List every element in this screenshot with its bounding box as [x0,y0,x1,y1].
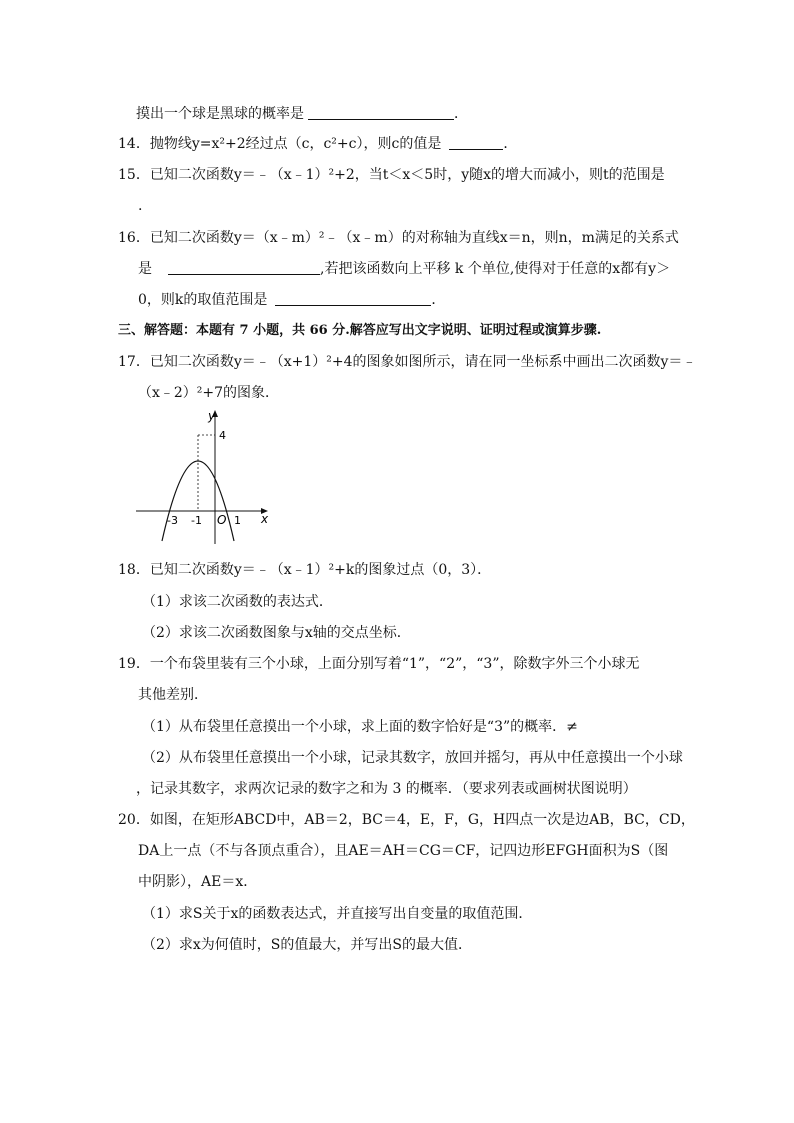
origin-label: O [217,513,227,527]
q20-cont1: DA上一点（不与各顶点重合），且AE＝AH＝CG＝CF，记四边形EFGH面积为S（图 [138,843,669,859]
q19-number: 19． [118,656,150,672]
q19-cont: 其他差别． [138,687,208,703]
parabola-graph [136,408,281,548]
q16-line3: 0，则k的取值范围是 ． [138,292,446,308]
tick-label-neg3: -3 [167,514,178,527]
q13-answer-blank[interactable] [308,105,454,120]
q20-text: 如图，在矩形ABCD中，AB＝2，BC＝4，E，F，G，H四点一次是边AB，BC，CD， [149,812,695,828]
q19-text: 一个布袋里装有三个小球，上面分别写着“1”，“2”，“3”，除数字外三个小球无 [149,656,640,672]
q16-answer-blank-2[interactable] [275,291,431,306]
q16-line2-suffix: ,若把该函数向上平移 k 个单位,使得对于任意的x都有y＞ [320,261,671,277]
q18-sub2: （2）求该二次函数图象与x轴的交点坐标． [142,625,411,641]
q19-sub2b: ，记录其数字，求两次记录的数字之和为 3 的概率．（要求列表或画树状图说明） [136,781,637,797]
vertex-label: 4 [219,429,226,442]
q17-text: 已知二次函数y＝﹣（x+1）²+4的图象如图所示，请在同一坐标系中画出二次函数y＝﹣ [149,354,697,370]
q20-sub1: （1）求S关于x的函数表达式，并直接写出自变量的取值范围． [142,906,533,922]
q16-line3-prefix: 0，则k的取值范围是 [138,292,268,308]
q20-cont2: 中阴影），AE＝x． [138,874,258,890]
q20-line [118,810,695,830]
q16-number: 16． [118,230,150,246]
q16-line [118,228,679,248]
q13-line: 摸出一个球是黑球的概率是 ． [136,106,468,122]
q18-line [118,560,491,580]
x-axis-label: x [261,512,269,526]
tick-label-neg1: -1 [191,514,202,527]
q15-number: 15． [118,167,150,183]
q16-line2-prefix: 是 [138,261,152,277]
q19-sub1: （1）从布袋里任意摸出一个小球，求上面的数字恰好是“3”的概率．≠ [142,719,578,735]
section3-heading: 三、解答题：本题有 7 小题，共 66 分.解答应写出文字说明、证明过程或演算步骤. [118,323,602,338]
q14-number: 14． [118,136,150,152]
q19-sub2a: （2）从布袋里任意摸出一个小球，记录其数字，放回并摇匀，再从中任意摸出一个小球 [142,750,683,766]
tick-label-1: 1 [234,514,241,527]
q17-number: 17． [118,354,150,370]
q13-text: 摸出一个球是黑球的概率是 [136,106,304,122]
q16-answer-blank-1[interactable] [168,260,320,275]
q19-line [118,654,640,674]
q18-sub1: （1）求该二次函数的表达式． [142,594,333,610]
q18-number: 18． [118,562,150,578]
q16-line2 [138,259,670,279]
q15-cont: . [138,198,143,214]
q20-sub2: （2）求x为何值时，S的值最大，并写出S的最大值． [142,937,472,953]
q16-text: 已知二次函数y＝（x﹣m）²﹣（x﹣m）的对称轴为直线x＝n，则n，m满足的关系式 [149,230,679,246]
q18-text: 已知二次函数y＝﹣（x﹣1）²+k的图象过点（0，3）． [149,562,492,578]
q14-text: 抛物线y=x²+2经过点（c，c²+c），则c的值是 [149,136,442,152]
q15-text: 已知二次函数y＝﹣（x﹣1）²+2，当t＜x＜5时，y随x的增大而减小，则t的范围是 [149,167,665,183]
q14-answer-blank[interactable] [449,135,503,150]
q14-line: 14．抛物线y=x²+2经过点（c，c²+c），则c的值是 ． [118,136,518,152]
q17-line [118,352,696,372]
q20-number: 20． [118,812,150,828]
q15-line [118,165,665,185]
y-axis-label: y [208,409,216,423]
q17-cont: （x﹣2）²+7的图象． [138,385,280,401]
